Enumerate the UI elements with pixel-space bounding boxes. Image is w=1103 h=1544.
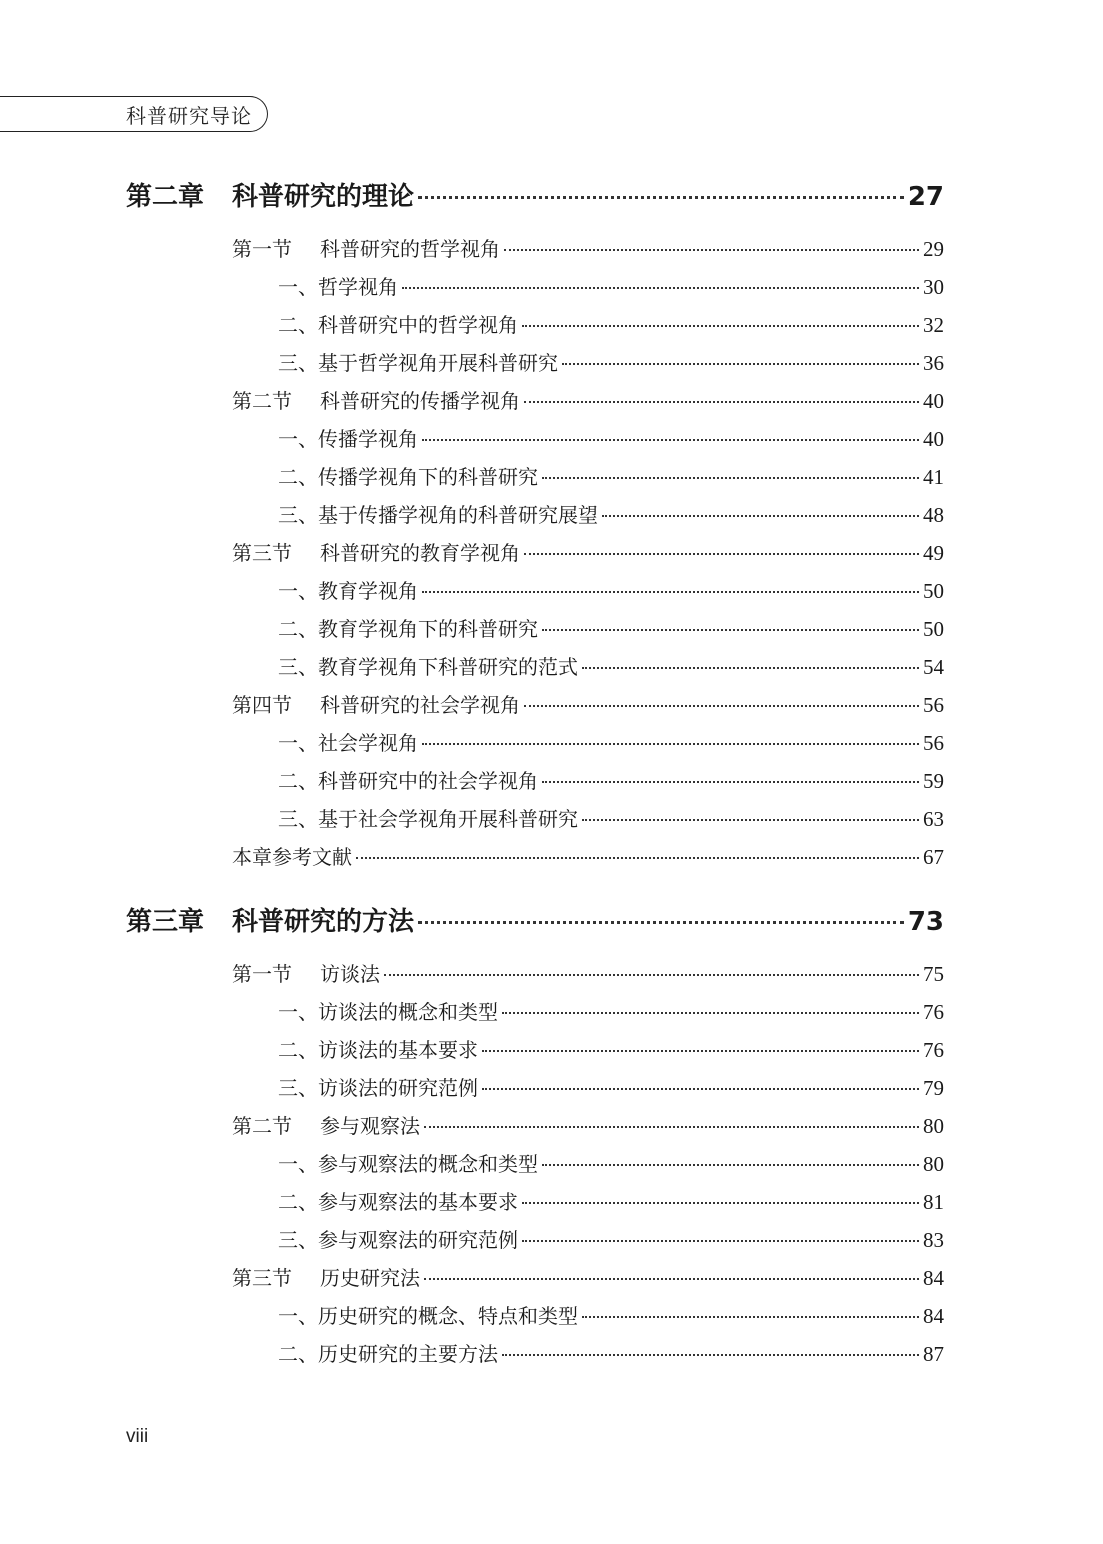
dot-leader (482, 1088, 919, 1090)
subsection-title: 二、教育学视角下的科普研究 (278, 617, 538, 641)
running-header (0, 96, 272, 134)
subsection-title: 一、参与观察法的概念和类型 (278, 1152, 538, 1176)
page-number: 87 (923, 1342, 944, 1366)
toc-section-row (232, 1262, 944, 1296)
subsection-title: 一、历史研究的概念、特点和类型 (278, 1304, 578, 1328)
section-number: 第二节 (232, 1114, 292, 1138)
subsection-title: 二、参与观察法的基本要求 (278, 1190, 518, 1214)
toc-subsection-row (278, 309, 944, 343)
toc-subsection-row (278, 499, 944, 533)
toc-subsection-row (278, 727, 944, 761)
page-number: 84 (923, 1266, 944, 1290)
dot-leader (542, 477, 919, 479)
page-number: 84 (923, 1304, 944, 1328)
page-number: 41 (923, 465, 944, 489)
toc-subsection-row (278, 1338, 944, 1372)
subsection-title: 二、访谈法的基本要求 (278, 1038, 478, 1062)
subsection-title: 一、访谈法的概念和类型 (278, 1000, 498, 1024)
dot-leader (524, 401, 919, 403)
section-number: 第一节 (232, 962, 292, 986)
section-title: 科普研究的社会学视角 (320, 693, 520, 717)
section-number: 第三节 (232, 1266, 292, 1290)
page-number: 50 (923, 579, 944, 603)
dot-leader (524, 553, 919, 555)
page-number: 75 (923, 962, 944, 986)
dot-leader (424, 1278, 919, 1280)
subsection-title: 三、访谈法的研究范例 (278, 1076, 478, 1100)
page-number: 80 (923, 1152, 944, 1176)
subsection-title: 一、社会学视角 (278, 731, 418, 755)
section-title: 科普研究的哲学视角 (320, 237, 500, 261)
toc-subsection-row (278, 1186, 944, 1220)
subsection-title: 二、传播学视角下的科普研究 (278, 465, 538, 489)
toc-section-row (232, 689, 944, 723)
page-number: 54 (923, 655, 944, 679)
dot-leader (422, 439, 919, 441)
section-title: 访谈法 (320, 962, 380, 986)
page-number: 80 (923, 1114, 944, 1138)
references-title: 本章参考文献 (232, 845, 352, 869)
dot-leader (356, 857, 919, 859)
subsection-title: 二、历史研究的主要方法 (278, 1342, 498, 1366)
toc-subsection-row (278, 996, 944, 1030)
section-number: 第二节 (232, 389, 292, 413)
page-number: 67 (923, 845, 944, 869)
dot-leader (522, 325, 919, 327)
toc-chapter-row (126, 176, 944, 216)
section-number: 第一节 (232, 237, 292, 261)
subsection-title: 三、基于社会学视角开展科普研究 (278, 807, 578, 831)
section-title: 科普研究的传播学视角 (320, 389, 520, 413)
subsection-title: 一、教育学视角 (278, 579, 418, 603)
page-number: 73 (907, 907, 944, 937)
page-number: 50 (923, 617, 944, 641)
page-number: 36 (923, 351, 944, 375)
toc-subsection-row (278, 803, 944, 837)
dot-leader (542, 629, 919, 631)
dot-leader (482, 1050, 919, 1052)
section-title: 科普研究的教育学视角 (320, 541, 520, 565)
page-number: 27 (907, 182, 944, 212)
toc-subsection-row (278, 1034, 944, 1068)
page-number: 40 (923, 389, 944, 413)
dot-leader (524, 705, 919, 707)
toc-section-row (232, 958, 944, 992)
page-number: 83 (923, 1228, 944, 1252)
section-title: 参与观察法 (320, 1114, 420, 1138)
dot-leader (602, 515, 919, 517)
dot-leader (418, 921, 904, 924)
toc-subsection-row (278, 1072, 944, 1106)
dot-leader (562, 363, 919, 365)
toc-subsection-row (278, 347, 944, 381)
dot-leader (542, 1164, 919, 1166)
toc-section-row (232, 1110, 944, 1144)
subsection-title: 三、教育学视角下科普研究的范式 (278, 655, 578, 679)
toc-subsection-row (278, 651, 944, 685)
toc-subsection-row (278, 423, 944, 457)
dot-leader (542, 781, 919, 783)
section-number: 第三节 (232, 541, 292, 565)
dot-leader (422, 743, 919, 745)
subsection-title: 一、传播学视角 (278, 427, 418, 451)
page-number: 59 (923, 769, 944, 793)
toc-references-row (232, 841, 944, 875)
toc-subsection-row (278, 1148, 944, 1182)
section-title: 历史研究法 (320, 1266, 420, 1290)
dot-leader (424, 1126, 919, 1128)
dot-leader (522, 1202, 919, 1204)
subsection-title: 三、参与观察法的研究范例 (278, 1228, 518, 1252)
page-folio: viii (126, 1426, 149, 1447)
toc-subsection-row (278, 1224, 944, 1258)
subsection-title: 三、基于传播学视角的科普研究展望 (278, 503, 598, 527)
toc-section-row (232, 537, 944, 571)
page-number: 56 (923, 693, 944, 717)
chapter-number: 第二章 (126, 182, 205, 212)
toc-subsection-row (278, 575, 944, 609)
dot-leader (384, 974, 919, 976)
page-number: 56 (923, 731, 944, 755)
dot-leader (418, 196, 904, 199)
toc-subsection-row (278, 765, 944, 799)
dot-leader (504, 249, 919, 251)
page-number: 76 (923, 1000, 944, 1024)
toc-section-row (232, 233, 944, 267)
page-number: 30 (923, 275, 944, 299)
toc-section-row (232, 385, 944, 419)
subsection-title: 二、科普研究中的哲学视角 (278, 313, 518, 337)
dot-leader (402, 287, 919, 289)
chapter-number: 第三章 (126, 907, 205, 937)
page-number: 49 (923, 541, 944, 565)
subsection-title: 二、科普研究中的社会学视角 (278, 769, 538, 793)
chapter-title: 科普研究的理论 (232, 182, 415, 212)
toc-subsection-row (278, 271, 944, 305)
page-number: 48 (923, 503, 944, 527)
section-number: 第四节 (232, 693, 292, 717)
page-number: 29 (923, 237, 944, 261)
toc-subsection-row (278, 613, 944, 647)
page-number: 79 (923, 1076, 944, 1100)
page-number: 63 (923, 807, 944, 831)
dot-leader (422, 591, 919, 593)
dot-leader (502, 1354, 919, 1356)
chapter-title: 科普研究的方法 (232, 907, 415, 937)
toc-subsection-row (278, 461, 944, 495)
page-number: 32 (923, 313, 944, 337)
toc-subsection-row (278, 1300, 944, 1334)
page-number: 81 (923, 1190, 944, 1214)
running-header-title: 科普研究导论 (126, 104, 252, 128)
dot-leader (522, 1240, 919, 1242)
toc-chapter-row (126, 901, 944, 941)
page-number: 76 (923, 1038, 944, 1062)
dot-leader (502, 1012, 919, 1014)
subsection-title: 一、哲学视角 (278, 275, 398, 299)
dot-leader (582, 667, 919, 669)
subsection-title: 三、基于哲学视角开展科普研究 (278, 351, 558, 375)
dot-leader (582, 1316, 919, 1318)
page-number: 40 (923, 427, 944, 451)
dot-leader (582, 819, 919, 821)
